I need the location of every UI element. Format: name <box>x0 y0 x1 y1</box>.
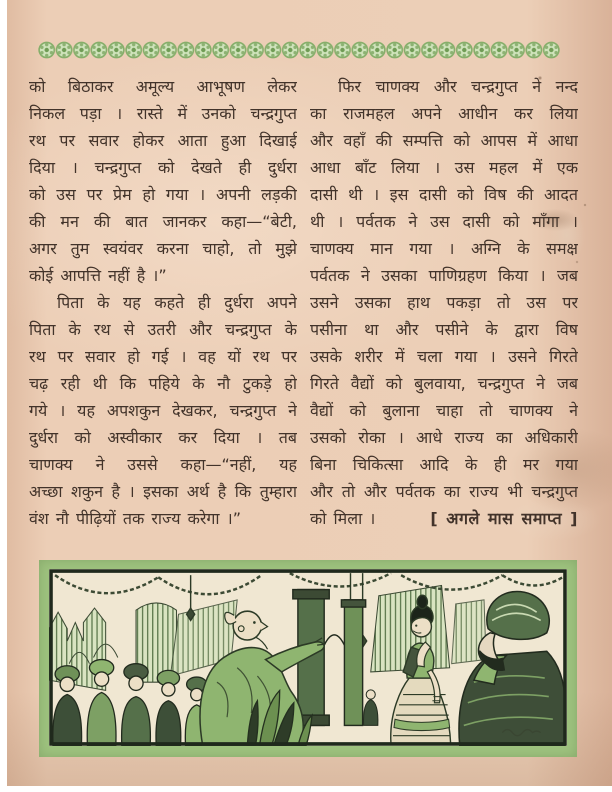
left-column <box>29 73 297 532</box>
rosette-border-icon <box>38 40 560 60</box>
rosette-border <box>38 40 560 60</box>
text-line: निकल पड़ा । रास्ते में उनको चन्द्रगुप्त <box>29 104 297 123</box>
text-line: पिता के यह कहते ही दुर्धरा अपने <box>57 293 297 312</box>
text-line: पर्वतक ने उसका पाणिग्रहण किया । जब <box>310 266 578 285</box>
text-line: उसके शरीर में चला गया । उसने गिरते <box>310 347 578 366</box>
text-line: अच्छा शकुन है । इसका अर्थ है कि तुम्हारा <box>29 482 297 501</box>
text-line: चाणक्य ने उससे कहा—“नहीं, यह <box>29 455 297 474</box>
text-line: चढ़ रही थी कि पहिये के नौ टुकड़े हो <box>29 374 297 393</box>
palace-scene-illustration <box>49 569 567 746</box>
illustration-mat <box>39 560 577 757</box>
text-line: और तो और पर्वतक का राज्य भी चन्द्रगुप्त <box>310 482 578 501</box>
text-line: आधा बाँट लिया । उस महल में एक <box>310 158 578 177</box>
last-line-text: को मिला । <box>310 509 376 528</box>
text-line: की मन की बात जानकर कहा—“बेटी, <box>29 212 297 231</box>
text-line-with-note <box>310 505 578 532</box>
text-line: अगर तुम स्वयंवर करना चाहो, तो मुझे <box>29 239 297 258</box>
text-line: थी । पर्वतक ने उस दासी को माँगा । <box>310 212 578 231</box>
text-line: पिता के रथ से उतरी और चन्द्रगुप्त के <box>29 320 297 339</box>
text-line: कोई आपत्ति नहीं है ।” <box>29 266 167 285</box>
text-line: वैद्यों को बुलाना चाहा तो चाणक्य ने <box>310 401 578 420</box>
continuation-note: [ अगले मास समाप्त ] <box>430 509 578 528</box>
text-line: को उस पर प्रेम हो गया । अपनी लड़की <box>29 185 297 204</box>
text-line: रथ पर सवार हो गई । वह यों रथ पर <box>29 347 297 366</box>
text-line: गये । यह अपशकुन देखकर, चन्द्रगुप्त ने <box>29 401 297 420</box>
text-line: चाणक्य मान गया । अग्नि के समक्ष <box>310 239 578 258</box>
text-line: गिरते वैद्यों को बुलवाया, चन्द्रगुप्त ने जब <box>310 374 578 393</box>
text-line: को बिठाकर अमूल्य आभूषण लेकर <box>29 77 297 96</box>
text-line: वंश नौ पीढ़ियों तक राज्य करेगा ।” <box>29 509 241 528</box>
text-line: फिर चाणक्य और चन्द्रगुप्त ने नन्द <box>338 77 578 96</box>
text-line: और वहाँ की सम्पत्ति को आपस में आधा <box>310 131 578 150</box>
text-line: बिना चिकित्सा आदि के ही मर गया <box>310 455 578 474</box>
text-line: दिया । चन्द्रगुप्त को देखते ही दुर्धरा <box>29 158 297 177</box>
text-line: दुर्धरा को अस्वीकार कर दिया । तब <box>29 428 297 447</box>
text-line: उसने उसका हाथ पकड़ा तो उस पर <box>310 293 578 312</box>
text-line: पसीना था और पसीने के द्वारा विष <box>310 320 578 339</box>
right-column <box>310 73 578 532</box>
text-line: रथ पर सवार होकर आता हुआ दिखाई <box>29 131 297 150</box>
story-text <box>29 73 578 532</box>
story-illustration <box>49 569 567 746</box>
text-line: उसको रोका । आधे राज्य का अधिकारी <box>310 428 578 447</box>
text-line: दासी थी । इस दासी को विष की आदत <box>310 185 578 204</box>
text-line: का राजमहल अपने आधीन कर लिया <box>310 104 578 123</box>
